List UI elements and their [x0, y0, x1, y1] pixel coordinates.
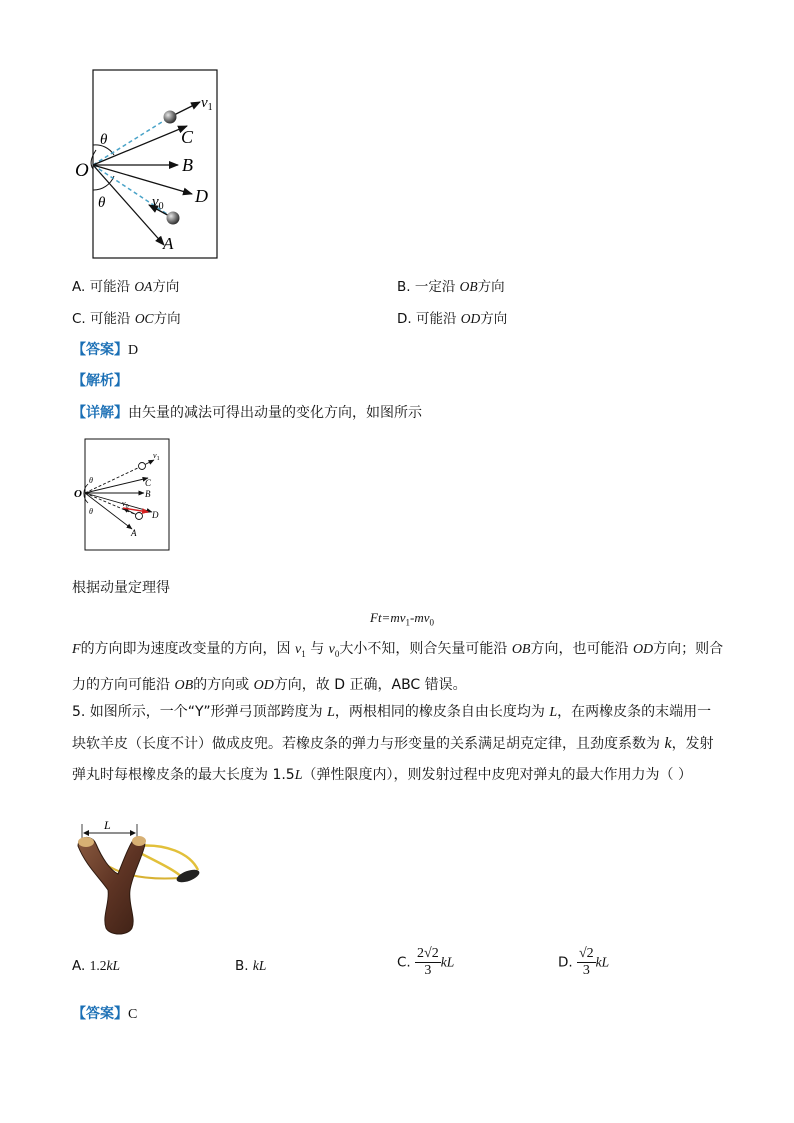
small-vector-OD	[85, 493, 152, 512]
q5-L1: L	[327, 705, 335, 720]
q5-option-c-fraction	[415, 946, 441, 979]
option-c-suffix: 方向	[153, 311, 181, 327]
small-label-A: A	[131, 528, 137, 538]
option-b-segment: OB	[459, 279, 478, 294]
option-b-letter: B.	[397, 279, 411, 295]
option-c-prefix: 可能沿	[90, 311, 131, 327]
figure-frame	[93, 70, 217, 258]
q5-line1-c: ，在两橡皮条的末端用一	[557, 704, 712, 720]
expl-v1: v	[295, 642, 302, 657]
q5-option-a	[72, 958, 120, 974]
formula-part1: Ft=mv	[370, 610, 406, 625]
q5-option-d-kL: kL	[595, 954, 610, 970]
q5-option-d-letter: D.	[558, 954, 573, 971]
q5-option-b	[235, 958, 266, 974]
q5-line3-a: 弹丸时每根橡皮条的最大长度为 1.5	[72, 767, 295, 783]
q5-line2-a: 块软羊皮（长度不计）做成皮兜。若橡皮条的弹力与形变量的关系满足胡克定律，且劲度系数为	[72, 736, 660, 752]
small-label-v0: $v_0$	[122, 499, 129, 510]
q5-option-c-letter: C.	[397, 954, 411, 971]
vector-OD	[93, 165, 192, 194]
small-label-D: D	[152, 510, 159, 520]
option-c-letter: C.	[72, 311, 86, 327]
ball-bottom	[167, 212, 180, 225]
q5-option-a-letter: A.	[72, 958, 86, 974]
q5-option-b-kL: kL	[252, 958, 267, 973]
vector-diagram-figure	[60, 62, 230, 262]
slingshot-figure	[70, 818, 215, 936]
small-label-v1: $v_1$	[153, 451, 160, 462]
q5-option-a-coef: 1.2	[89, 958, 107, 973]
q5-option-d	[558, 946, 609, 979]
detail-line	[72, 402, 422, 422]
q5-line3-b: （弹性限度内），则发射过程中皮兜对弹丸的最大作用力为（ ）	[302, 767, 692, 783]
expl-t3: 大小不知，则合矢量可能沿	[339, 641, 508, 657]
label-D: D	[195, 186, 208, 206]
option-d-suffix: 方向	[480, 311, 508, 327]
option-a-suffix: 方向	[152, 279, 180, 295]
expl-t6: 力的方向可能沿	[72, 676, 170, 693]
analysis-tag: 【解析】	[72, 373, 128, 389]
expl-t5: 方向；则合	[653, 641, 724, 657]
option-b	[397, 275, 505, 295]
ball-top	[164, 111, 177, 124]
answer-line	[72, 339, 138, 359]
small-label-C: C	[145, 478, 152, 488]
theorem-text: 根据动量定理得	[72, 580, 170, 596]
option-a-prefix: 可能沿	[89, 279, 131, 295]
q5-line2-b: ，发射	[671, 736, 714, 752]
small-vector-OC	[85, 478, 148, 493]
expl-v0-sub: 0	[334, 648, 340, 659]
label-C: C	[181, 127, 194, 147]
option-a	[72, 275, 179, 295]
slingshot-tip-right	[132, 836, 146, 846]
slingshot-label-L: L	[104, 818, 111, 832]
option-a-letter: A.	[72, 279, 86, 295]
q5-option-d-numerator: √2	[578, 946, 594, 961]
q5-line1-b: ，两根相同的橡皮条自由长度均为	[334, 704, 545, 720]
expl-t1: 的方向即为速度改变量的方向，因	[80, 641, 291, 657]
expl-OD2: OD	[253, 677, 274, 693]
option-d-segment: OD	[460, 311, 481, 326]
option-a-segment: OA	[134, 279, 153, 294]
question-5	[72, 697, 732, 791]
q5-L3: L	[294, 768, 303, 783]
q5-option-d-fraction	[577, 946, 596, 979]
expl-t4: 方向，也可能沿	[530, 641, 629, 657]
q5-L2: L	[549, 705, 558, 720]
label-theta-top: θ	[100, 132, 108, 148]
option-b-suffix: 方向	[477, 279, 505, 295]
q5-line1-a: 5. 如图所示，一个“Y”形弹弓顶部跨度为	[72, 704, 323, 720]
detail-tag: 【详解】	[72, 405, 128, 421]
q5-option-c-kL: kL	[440, 954, 455, 970]
small-label-O: O	[74, 488, 82, 500]
formula	[370, 610, 434, 628]
analysis-line	[72, 370, 128, 390]
small-label-theta-top: θ	[89, 476, 93, 485]
q5-option-c-denominator: 3	[424, 963, 432, 978]
label-v1: $v_1$	[201, 95, 213, 113]
label-theta-bottom: θ	[98, 195, 106, 211]
expl-OB2: OB	[174, 677, 194, 693]
expl-t7: 的方向或	[193, 676, 250, 693]
expl-v0: v	[328, 642, 335, 657]
expl-F: F	[72, 642, 81, 657]
label-v0: $v_0$	[152, 194, 164, 212]
q5-answer-value: C	[128, 1007, 138, 1022]
q5-answer-tag: 【答案】	[72, 1006, 128, 1022]
option-d	[397, 307, 507, 327]
formula-part2: -mv	[409, 610, 430, 625]
expl-t8: 方向，故 D 正确，ABC 错误。	[273, 676, 467, 693]
label-O: O	[75, 160, 89, 181]
label-A: A	[163, 234, 174, 253]
formula-sub1: 1	[405, 617, 410, 628]
rubber-band-lower	[136, 851, 182, 878]
label-B: B	[182, 155, 193, 175]
answer-value: D	[128, 343, 139, 358]
option-c-segment: OC	[134, 311, 154, 326]
detail-text: 由矢量的减法可得出动量的变化方向，如图所示	[128, 405, 422, 421]
expl-v1-sub: 1	[301, 648, 306, 659]
option-b-prefix: 一定沿	[414, 279, 456, 295]
small-label-B: B	[145, 489, 151, 499]
vector-diagram-small	[70, 436, 180, 552]
formula-sub0: 0	[429, 617, 434, 628]
option-d-letter: D.	[397, 311, 412, 327]
q5-option-a-kL: kL	[106, 958, 120, 973]
q5-option-b-letter: B.	[235, 958, 249, 974]
option-c	[72, 307, 181, 327]
explanation-paragraph	[72, 634, 732, 701]
expl-t2: 与	[310, 641, 325, 657]
slingshot-frame	[78, 837, 145, 934]
option-d-prefix: 可能沿	[415, 311, 457, 327]
q5-k: k	[664, 735, 672, 752]
small-dashed-v1	[85, 466, 142, 493]
q5-option-c	[397, 946, 454, 979]
small-dashed-v0	[85, 493, 139, 516]
expl-OD: OD	[632, 642, 654, 657]
slingshot-tip-left	[78, 837, 94, 847]
expl-OB: OB	[511, 642, 531, 657]
answer-tag: 【答案】	[72, 342, 128, 358]
small-label-theta-bottom: θ	[89, 507, 93, 516]
small-ball-top	[139, 463, 146, 470]
small-ball-bottom	[136, 513, 143, 520]
q5-answer-line	[72, 1003, 137, 1023]
q5-option-c-numerator: 2√2	[417, 946, 439, 961]
angle-arc-bottom	[93, 176, 114, 190]
q5-option-d-denominator: 3	[582, 963, 590, 978]
